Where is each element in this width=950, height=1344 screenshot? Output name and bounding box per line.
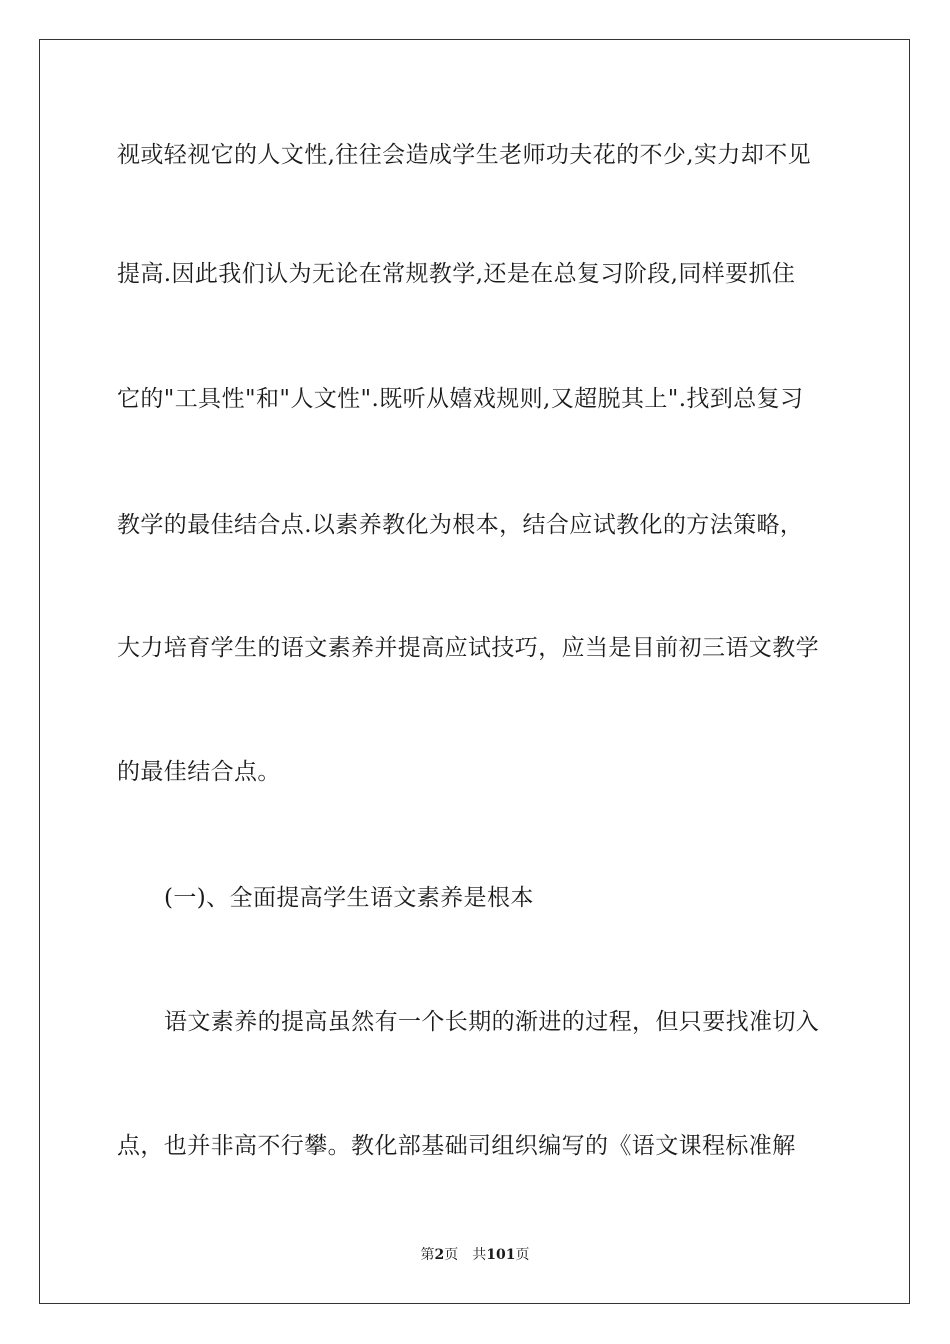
page-frame: [39, 39, 910, 1304]
body-text-line-2: 提高.因此我们认为无论在常规教学,还是在总复习阶段,同样要抓住: [117, 261, 796, 287]
body-text-line-9: 点，也并非高不行攀。教化部基础司组织编写的《语文课程标准解: [117, 1133, 796, 1159]
page-prefix: 第: [420, 1247, 435, 1263]
total-prefix: 共: [472, 1247, 487, 1263]
page-footer: [0, 1246, 950, 1264]
total-pages: 101: [486, 1247, 516, 1263]
body-text-line-8: 语文素养的提高虽然有一个长期的渐进的过程，但只要找准切入: [164, 1009, 820, 1035]
body-text-line-1: 视或轻视它的人文性,往往会造成学生老师功夫花的不少,实力却不见: [117, 142, 812, 168]
body-text-line-4: 教学的最佳结合点.以素养教化为根本，结合应试教化的方法策略，: [117, 512, 804, 538]
body-text-line-5: 大力培育学生的语文素养并提高应试技巧，应当是目前初三语文教学: [117, 635, 819, 661]
section-heading: (一)、全面提高学生语文素养是根本: [164, 885, 534, 911]
body-text-line-6: 的最佳结合点。: [117, 759, 281, 785]
page-suffix: 页: [444, 1247, 459, 1263]
page-number: 2: [434, 1247, 445, 1263]
total-suffix: 页: [515, 1247, 530, 1263]
body-text-line-3: 它的"工具性"和"人文性".既听从嬉戏规则,又超脱其上".找到总复习: [117, 386, 804, 412]
